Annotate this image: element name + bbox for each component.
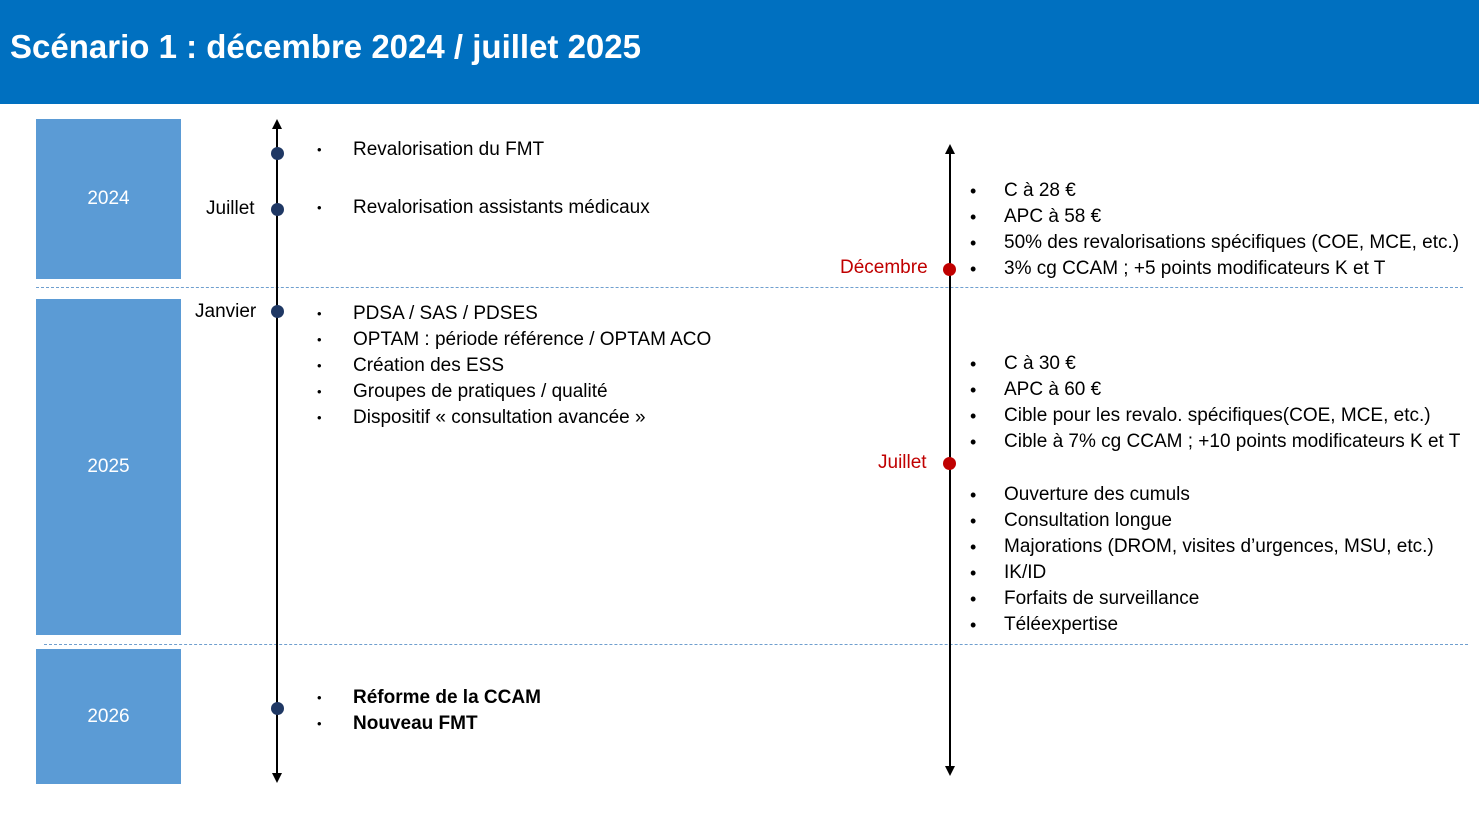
year-separator [36,287,1463,288]
milestone-dot [271,702,284,715]
item-text: Consultation longue [1004,510,1172,531]
bullet: • [317,690,322,705]
bullet: • [970,563,977,583]
item-text: IK/ID [1004,562,1047,583]
arrow-down-icon [272,773,282,783]
list-item [970,534,1434,560]
milestone-label-juillet-2025: Juillet [878,452,927,473]
item-text: Téléexpertise [1004,614,1119,635]
bullet: • [317,200,322,215]
list-item [970,377,1460,403]
list-item [317,685,541,711]
milestone-label-decembre: Décembre [840,257,928,278]
bullet: • [970,615,977,635]
list-item [970,508,1434,534]
bullet: • [970,233,977,253]
juillet-extra-items [970,482,1434,638]
milestone-label-juillet-2024: Juillet [206,198,255,219]
bullet: • [970,432,977,452]
bullet: • [317,142,322,157]
bullet: • [317,410,322,425]
item-text: 3% cg CCAM ; +5 points modificateurs K et T [1004,258,1386,279]
item-text: Groupes de pratiques / qualité [353,381,608,402]
list-item [970,429,1460,455]
item-text: Ouverture des cumuls [1004,484,1190,505]
bullet: • [970,537,977,557]
item-text: Création des ESS [353,355,505,376]
item-text: PDSA / SAS / PDSES [353,303,538,324]
bullet: • [970,354,977,374]
bullet: • [970,181,977,201]
item-text: Réforme de la CCAM [353,687,541,708]
bullet: • [970,380,977,400]
milestone-dot-decembre [943,263,956,276]
bullet: • [317,358,322,373]
decembre-items [970,178,1459,282]
year-box-2026 [36,649,181,784]
milestone-dot [271,147,284,160]
bullet: • [317,384,322,399]
list-item [970,204,1459,230]
arrow-up-icon [945,144,955,154]
item-text: Majorations (DROM, visites d’urgences, MSU, etc.) [1004,536,1434,557]
year-separator [44,644,1468,645]
bullet: • [970,207,977,227]
item-text: Cible pour les revalo. spécifiques(COE, MCE, etc.) [1004,405,1431,426]
bullet: • [970,485,977,505]
arrow-up-icon [272,119,282,129]
item-text: Dispositif « consultation avancée » [353,407,646,428]
item-text: 50% des revalorisations spécifiques (COE, MCE, etc.) [1004,232,1460,253]
left-timeline-axis [276,127,278,774]
bullet: • [970,259,977,279]
item-text: OPTAM : période référence / OPTAM ACO [353,329,712,350]
bullet: • [317,716,322,731]
juillet-items [970,351,1460,455]
list-item [970,256,1459,282]
bullet: • [970,589,977,609]
list-item [317,353,711,379]
list-item [970,230,1459,256]
item-text: Cible à 7% cg CCAM ; +10 points modificateurs K et T [1004,431,1461,452]
year-label: 2024 [87,188,130,209]
list-item [317,711,541,737]
arrow-down-icon [945,766,955,776]
milestone-label-janvier-2025: Janvier [195,301,257,322]
list-item [970,612,1434,638]
bullet: • [317,306,322,321]
list-item [970,351,1460,377]
list-item [317,379,711,405]
list-item [970,560,1434,586]
item-text: Revalorisation assistants médicaux [353,197,650,218]
item-text: Revalorisation du FMT [353,139,545,160]
item-text: APC à 60 € [1004,379,1102,400]
bullet: • [317,332,322,347]
year-label: 2025 [87,456,130,477]
year-box-2025 [36,299,181,635]
milestone-items-janvier-2025 [317,301,711,431]
year-box-2024 [36,119,181,279]
item-text: APC à 58 € [1004,206,1102,227]
list-item [317,405,711,431]
milestone-items-juillet-2024 [317,195,650,221]
list-item [970,586,1434,612]
item-text: C à 30 € [1004,353,1076,374]
item-text: Forfaits de surveillance [1004,588,1200,609]
milestone-dot [271,305,284,318]
milestone-dot-juillet [943,457,956,470]
list-item [317,301,711,327]
list-item [970,178,1459,204]
bullet: • [970,406,977,426]
year-label: 2026 [87,705,130,727]
list-item [317,195,650,221]
header-banner [0,0,1479,104]
list-item [317,327,711,353]
page-title: Scénario 1 : décembre 2024 / juillet 2025 [10,28,641,65]
list-item [970,482,1434,508]
bullet: • [970,511,977,531]
milestone-items-fmt [317,137,544,163]
milestone-items-2026 [317,685,541,737]
list-item [970,403,1460,429]
item-text: Nouveau FMT [353,713,478,734]
milestone-dot [271,203,284,216]
list-item [317,137,544,163]
item-text: C à 28 € [1004,180,1076,201]
